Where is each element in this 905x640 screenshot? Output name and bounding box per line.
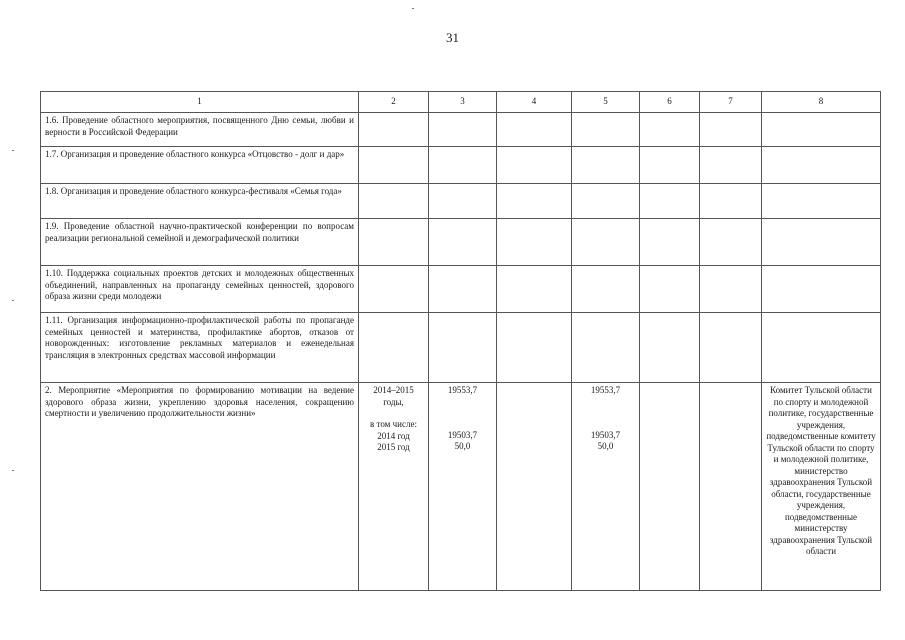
header-cell-7: 7 [700,92,762,113]
empty-cell [700,266,762,313]
scan-speck [12,150,14,151]
empty-cell [497,313,572,383]
empty-cell [359,313,429,383]
table-row [41,113,881,147]
empty-cell [640,383,700,591]
empty-cell [700,147,762,184]
empty-cell [700,313,762,383]
header-cell-3: 3 [429,92,497,113]
scan-speck [412,8,414,9]
empty-cell [359,184,429,219]
header-cell-6: 6 [640,92,700,113]
col3-2014: 19503,7 [447,429,478,440]
empty-cell [640,147,700,184]
empty-cell [762,113,881,147]
empty-cell [572,113,640,147]
activity-description: 1.8. Организация и проведение областного конкурса-фестиваля «Семья года» [41,184,359,219]
col3-2015: 50,0 [454,441,471,451]
activity-description: 1.9. Проведение областной научно-практической конференции по вопросам реализации региональной семейной и демографической политики [41,219,359,266]
empty-cell [762,184,881,219]
period-2014: 2014 год [377,430,410,441]
empty-cell [640,219,700,266]
col5-2015: 50,0 [597,441,614,451]
empty-cell [359,266,429,313]
col3-values [429,383,497,591]
empty-cell [359,147,429,184]
header-cell-8: 8 [762,92,881,113]
empty-cell [572,266,640,313]
empty-cell [429,266,497,313]
table-row [41,266,881,313]
empty-cell [497,113,572,147]
scan-speck [12,470,14,471]
empty-cell [762,147,881,184]
col5-2014: 19503,7 [590,429,621,440]
empty-cell [572,219,640,266]
empty-cell [700,219,762,266]
col3-total: 19553,7 [447,385,478,395]
empty-cell [429,219,497,266]
empty-cell [640,113,700,147]
empty-cell [497,266,572,313]
empty-cell [429,147,497,184]
period-cell [359,383,429,591]
header-cell-2: 2 [359,92,429,113]
header-cell-4: 4 [497,92,572,113]
header-cell-5: 5 [572,92,640,113]
empty-cell [497,383,572,591]
page-number: 31 [446,30,459,45]
table-row [41,147,881,184]
empty-cell [700,184,762,219]
empty-cell [572,313,640,383]
period-years: годы, [383,396,404,407]
empty-cell [700,383,762,591]
activity-description: 1.10. Поддержка социальных проектов детских и молодежных общественных объединений, направленных на пропаганду семейных ценностей, здорового образа жизни среди молодежи [41,266,359,313]
table-row [41,219,881,266]
activity-description: 2. Мероприятие «Мероприятия по формированию мотивации на ведение здорового образа жизни, укреплению здоровья населения, сокращению смертности и увеличению продолжительности жизни» [41,383,359,591]
empty-cell [497,147,572,184]
table-header-row [41,92,881,113]
table-row [41,184,881,219]
header-cell-1: 1 [41,92,359,113]
empty-cell [640,184,700,219]
empty-cell [700,113,762,147]
table-row-main [41,383,881,591]
empty-cell [497,219,572,266]
activity-description: 1.11. Организация информационно-профилактической работы по пропаганде семейных ценностей и материнства, профилактике абортов, отказов от новорожденных: изготовление рекламных материалов и еженедельная трансляция в электронных средствах массовой информации [41,313,359,383]
empty-cell [572,184,640,219]
period-range: 2014–2015 [373,385,414,395]
table-row [41,313,881,383]
col5-total: 19553,7 [590,385,621,395]
empty-cell [359,219,429,266]
empty-cell [359,113,429,147]
responsible-executors: Комитет Тульской области по спорту и молодежной политике, государственные учреждения, подведомственные комитету Тульской области по спорту и молодежной политике, министерство здравоохранения Тульской области, государственные учреждения, подведомственные министерству здравоохранения Тульской области [762,383,881,591]
period-2015: 2015 год [377,442,410,452]
empty-cell [429,113,497,147]
period-including: в том числе: [370,419,417,429]
empty-cell [429,313,497,383]
col5-values [572,383,640,591]
empty-cell [640,313,700,383]
empty-cell [640,266,700,313]
activity-description: 1.7. Организация и проведение областного конкурса «Отцовство - долг и дар» [41,147,359,184]
activity-description: 1.6. Проведение областного мероприятия, посвященного Дню семьи, любви и верности в Российской Федерации [41,113,359,147]
empty-cell [762,313,881,383]
scan-speck [12,300,14,301]
empty-cell [429,184,497,219]
empty-cell [762,219,881,266]
program-table [40,91,881,591]
empty-cell [497,184,572,219]
empty-cell [572,147,640,184]
empty-cell [762,266,881,313]
